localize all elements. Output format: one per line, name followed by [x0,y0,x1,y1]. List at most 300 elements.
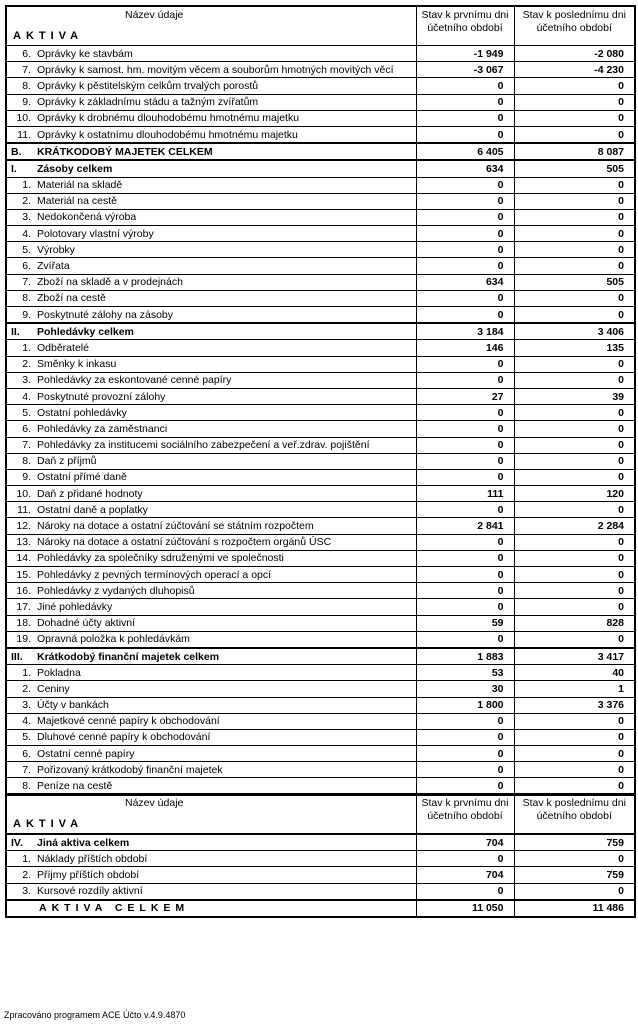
table-row [6,126,635,143]
row-label: Peníze na cestě [37,780,113,793]
row-label-cell [6,518,416,534]
table-row [6,307,635,324]
row-number: 17. [16,600,31,613]
row-label: Pohledávky za společníky sdruženými ve společnosti [37,552,284,565]
value-last-day: 39 [514,388,635,404]
row-label-cell [6,502,416,518]
row-label-cell [6,729,416,745]
value-last-day: 505 [514,274,635,290]
value-first-day: 0 [416,372,514,388]
row-number: 3. [22,374,31,387]
table-row [6,583,635,599]
row-label: Zboží na cestě [37,292,106,305]
aktiva-table-top [5,5,636,796]
value-last-day: 0 [514,502,635,518]
row-label: KRÁTKODOBÝ MAJETEK CELKEM [37,145,213,158]
value-last-day: 1 [514,681,635,697]
row-label-cell [6,340,416,356]
row-label-cell [6,160,416,177]
value-first-day: 0 [416,405,514,421]
value-last-day: 0 [514,729,635,745]
value-first-day: 30 [416,681,514,697]
row-number: 1. [22,852,31,865]
value-last-day: 3 417 [514,648,635,665]
table-row [6,226,635,242]
row-label-cell [6,631,416,648]
row-number: B. [11,145,22,158]
value-last-day: 0 [514,631,635,648]
row-label-cell [6,681,416,697]
value-first-day: 0 [416,307,514,324]
value-last-day: 0 [514,883,635,900]
table-row [6,550,635,566]
row-label: Oprávky k samost. hm. movitým věcem a souborům hmotných movitých věcí [37,63,394,76]
row-label: Oprávky k pěstitelským celkům trvalých porostů [37,79,259,92]
row-label: Poskytnuté provozní zálohy [37,390,166,403]
row-label: Nedokončená výroba [37,211,137,224]
row-label-cell [6,110,416,126]
value-first-day: 0 [416,746,514,762]
row-number: 2. [22,682,31,695]
table-row [6,340,635,356]
table-row [6,372,635,388]
value-last-day: 0 [514,110,635,126]
row-label: Materiál na cestě [37,195,117,208]
value-last-day: 0 [514,78,635,94]
row-number: 8. [22,455,31,468]
row-label: Daň z přidané hodnoty [37,487,143,500]
table-row [6,486,635,502]
value-last-day: 2 284 [514,518,635,534]
table-row [6,762,635,778]
row-number: 5. [22,406,31,419]
row-label-cell [6,665,416,681]
row-label-cell [6,388,416,404]
total-label: AKTIVA CELKEM [6,900,416,917]
row-number: 19. [16,633,31,646]
value-last-day: 0 [514,242,635,258]
value-last-day: 0 [514,126,635,143]
row-number: 2. [22,358,31,371]
value-first-day: 0 [416,729,514,745]
row-label-cell [6,421,416,437]
value-last-day: 759 [514,867,635,883]
row-number: 8. [22,292,31,305]
row-label-cell [6,599,416,615]
table-row [6,437,635,453]
row-number: 2. [22,195,31,208]
row-label: Dohadné účty aktivní [37,617,136,630]
row-label: Odběratelé [37,341,89,354]
row-label: Účty v bankách [37,699,109,712]
row-label-cell [6,883,416,900]
value-first-day: 0 [416,883,514,900]
value-first-day: 0 [416,126,514,143]
row-label: Materiál na skladě [37,179,123,192]
value-last-day: 120 [514,486,635,502]
row-label: Zboží na skladě a v prodejnách [37,276,183,289]
table-row [6,518,635,534]
row-number: 7. [22,63,31,76]
row-number: 4. [22,227,31,240]
table-row [6,209,635,225]
row-label-cell [6,583,416,599]
table-row [6,388,635,404]
value-first-day: 3 184 [416,323,514,340]
row-label-cell [6,713,416,729]
value-first-day: 1 883 [416,648,514,665]
row-number: 6. [22,260,31,273]
value-last-day: 0 [514,193,635,209]
row-label: Jiné pohledávky [37,600,113,613]
row-label: Ostatní pohledávky [37,406,127,419]
table-row [6,421,635,437]
header-nazev: Název údaje [125,9,184,21]
value-first-day: 0 [416,258,514,274]
table-row [6,883,635,900]
table-row [6,681,635,697]
row-label-cell [6,867,416,883]
row-number: III. [11,650,23,663]
table-row [6,729,635,745]
value-last-day: -2 080 [514,46,635,62]
value-last-day: 0 [514,209,635,225]
row-number: 1. [22,666,31,679]
row-number: 6. [22,47,31,60]
row-label: Ostatní přímé daně [37,471,127,484]
row-number: 10. [16,487,31,500]
value-last-day: 0 [514,550,635,566]
value-first-day: 59 [416,615,514,631]
row-label-cell [6,177,416,193]
table-row [6,746,635,762]
value-last-day: 0 [514,583,635,599]
row-label: Poskytnuté zálohy na zásoby [37,308,173,321]
table-row [6,713,635,729]
row-label-cell [6,258,416,274]
row-label-cell [6,94,416,110]
value-last-day: 0 [514,534,635,550]
table-row [6,258,635,274]
value-last-day: 0 [514,762,635,778]
value-last-day: 0 [514,94,635,110]
row-number: 1. [22,179,31,192]
value-last-day: 135 [514,340,635,356]
value-last-day: 0 [514,405,635,421]
row-label: Daň z příjmů [37,455,97,468]
value-last-day: 0 [514,746,635,762]
value-last-day: 0 [514,372,635,388]
row-label-cell [6,307,416,324]
row-number: 2. [22,868,31,881]
row-label-cell [6,209,416,225]
row-label-cell [6,851,416,867]
row-label-cell [6,437,416,453]
row-label-cell [6,534,416,550]
row-label-cell [6,469,416,485]
row-number: 4. [22,390,31,403]
row-label-cell [6,567,416,583]
value-first-day: 704 [416,834,514,851]
value-first-day: 704 [416,867,514,883]
value-first-day: 0 [416,193,514,209]
row-label-cell [6,834,416,851]
row-label-cell [6,550,416,566]
row-label: Ceniny [37,682,70,695]
aktiva-table-bottom [5,793,636,918]
row-label-cell [6,486,416,502]
value-last-day: 3 406 [514,323,635,340]
header-nazev: Název údaje [125,797,184,809]
value-first-day: 0 [416,242,514,258]
total-value-first-day: 11 050 [416,900,514,917]
header-aktiva: AKTIVA [13,818,84,830]
table-row [6,177,635,193]
value-last-day: 0 [514,258,635,274]
row-label-cell [6,193,416,209]
value-first-day: 0 [416,502,514,518]
row-number: II. [11,325,20,338]
value-first-day: 0 [416,209,514,225]
value-last-day: 0 [514,290,635,306]
value-first-day: 0 [416,713,514,729]
value-first-day: 0 [416,453,514,469]
row-label: Oprávky k základnímu stádu a tažným zvířatům [37,96,259,109]
row-label: Zásoby celkem [37,162,113,175]
row-label-cell [6,405,416,421]
row-number: 9. [22,96,31,109]
row-label-cell [6,143,416,160]
table-row [6,274,635,290]
value-first-day: 0 [416,534,514,550]
row-label-cell [6,226,416,242]
row-label-cell [6,746,416,762]
row-label-cell [6,323,416,340]
value-last-day: 0 [514,226,635,242]
table-row [6,469,635,485]
header-aktiva: AKTIVA [13,30,84,42]
header-title-cell [6,6,416,46]
table-row [6,615,635,631]
row-number: 18. [16,617,31,630]
table-row [6,356,635,372]
value-last-day: 0 [514,453,635,469]
row-number: 13. [16,536,31,549]
row-label: Pohledávky z vydaných dluhopisů [37,584,195,597]
row-number: 5. [22,243,31,256]
table-row [6,94,635,110]
value-first-day: 0 [416,778,514,795]
value-first-day: 634 [416,160,514,177]
row-number: 10. [16,112,31,125]
row-number: 16. [16,584,31,597]
row-label: Pohledávky z pevných termínových operací a opcí [37,568,272,581]
row-label-cell [6,762,416,778]
row-label: Krátkodobý finanční majetek celkem [37,650,220,663]
table-row [6,62,635,78]
row-label: Pohledávky za institucemi sociálního zabezpečení a veř.zdrav. pojištění [37,439,370,452]
table-row [6,631,635,648]
total-row [6,900,635,917]
header-col2: Stav k poslednímu dni účetního období [514,794,635,834]
table-row [6,453,635,469]
table-row [6,143,635,160]
row-label: Náklady příštích období [37,852,148,865]
value-first-day: 53 [416,665,514,681]
row-number: 7. [22,276,31,289]
value-first-day: 0 [416,567,514,583]
row-label: Oprávky k ostatnímu dlouhodobému hmotnému majetku [37,128,298,141]
row-number: 3. [22,885,31,898]
value-first-day: 1 800 [416,697,514,713]
row-label-cell [6,46,416,62]
row-label-cell [6,372,416,388]
value-first-day: 0 [416,851,514,867]
row-number: 8. [22,780,31,793]
row-label-cell [6,648,416,665]
table-row [6,534,635,550]
row-label: Polotovary vlastní výroby [37,227,154,240]
value-last-day: 40 [514,665,635,681]
table-row [6,405,635,421]
table-row [6,599,635,615]
row-number: 15. [16,568,31,581]
row-label: Pohledávky za zaměstnanci [37,422,168,435]
row-label: Dluhové cenné papíry k obchodování [37,731,211,744]
table-row [6,160,635,177]
table-row [6,867,635,883]
value-first-day: -1 949 [416,46,514,62]
value-first-day: 0 [416,110,514,126]
value-first-day: 0 [416,177,514,193]
table-row [6,502,635,518]
value-first-day: 111 [416,486,514,502]
table-row [6,697,635,713]
row-number: 9. [22,308,31,321]
row-label: Majetkové cenné papíry k obchodování [37,715,220,728]
value-first-day: 0 [416,356,514,372]
row-label-cell [6,453,416,469]
row-label-cell [6,78,416,94]
row-number: 6. [22,422,31,435]
value-last-day: 0 [514,851,635,867]
value-last-day: 3 376 [514,697,635,713]
row-number: 8. [22,79,31,92]
row-label-cell [6,242,416,258]
row-label: Příjmy příštích období [37,868,140,881]
value-last-day: 0 [514,356,635,372]
row-label-cell [6,356,416,372]
table-row [6,46,635,62]
table-row [6,193,635,209]
table-row [6,110,635,126]
table-row [6,665,635,681]
value-last-day: 0 [514,421,635,437]
row-number: 11. [17,503,31,516]
table-row [6,78,635,94]
total-value-last-day: 11 486 [514,900,635,917]
table-row [6,567,635,583]
table-row [6,851,635,867]
row-label: Oprávky k drobnému dlouhodobému hmotnému majetku [37,112,300,125]
table-row [6,834,635,851]
value-first-day: 0 [416,762,514,778]
value-first-day: -3 067 [416,62,514,78]
value-first-day: 0 [416,421,514,437]
row-label: Nároky na dotace a ostatní zúčtování s rozpočtem orgánů ÚSC [37,536,332,549]
table-row [6,290,635,306]
value-last-day: 0 [514,599,635,615]
value-first-day: 0 [416,94,514,110]
row-number: 4. [22,715,31,728]
row-label-cell [6,615,416,631]
table-row [6,323,635,340]
row-label: Zvířata [37,260,70,273]
value-last-day: -4 230 [514,62,635,78]
row-label-cell [6,290,416,306]
value-last-day: 828 [514,615,635,631]
row-label: Směnky k inkasu [37,358,117,371]
row-label: Kursové rozdíly aktivní [37,885,143,898]
row-number: 14. [16,552,31,565]
table-header [6,794,635,834]
header-col1: Stav k prvnímu dni účetního období [416,6,514,46]
row-label: Nároky na dotace a ostatní zúčtování se státním rozpočtem [37,520,314,533]
row-number: 12. [16,520,31,533]
row-label-cell [6,697,416,713]
row-label: Opravná položka k pohledávkám [37,633,190,646]
value-last-day: 0 [514,307,635,324]
value-last-day: 0 [514,437,635,453]
row-number: 9. [22,471,31,484]
value-first-day: 6 405 [416,143,514,160]
row-number: 7. [22,439,31,452]
row-number: 1. [22,341,31,354]
row-label: Pohledávky celkem [37,325,134,338]
row-label: Ostatní cenné papíry [37,747,135,760]
table-row [6,648,635,665]
value-first-day: 0 [416,437,514,453]
row-label: Pohledávky za eskontované cenné papíry [37,374,232,387]
row-number: 3. [22,211,31,224]
table-header [6,6,635,46]
row-number: 3. [22,699,31,712]
value-first-day: 0 [416,469,514,485]
row-label: Výrobky [37,243,75,256]
row-label-cell [6,62,416,78]
value-first-day: 634 [416,274,514,290]
table-row [6,242,635,258]
value-first-day: 0 [416,550,514,566]
row-number: 5. [22,731,31,744]
value-last-day: 759 [514,834,635,851]
row-number: IV. [11,836,23,849]
row-label: Oprávky ke stavbám [37,47,133,60]
header-col1: Stav k prvnímu dni účetního období [416,794,514,834]
value-last-day: 8 087 [514,143,635,160]
value-last-day: 0 [514,778,635,795]
value-first-day: 0 [416,290,514,306]
row-label: Jiná aktiva celkem [37,836,130,849]
row-number: I. [11,162,17,175]
value-first-day: 146 [416,340,514,356]
row-number: 7. [22,763,31,776]
header-title-cell [6,794,416,834]
value-first-day: 0 [416,226,514,242]
row-label: Ostatní daně a poplatky [37,503,148,516]
value-first-day: 0 [416,599,514,615]
row-number: 11. [17,128,31,141]
